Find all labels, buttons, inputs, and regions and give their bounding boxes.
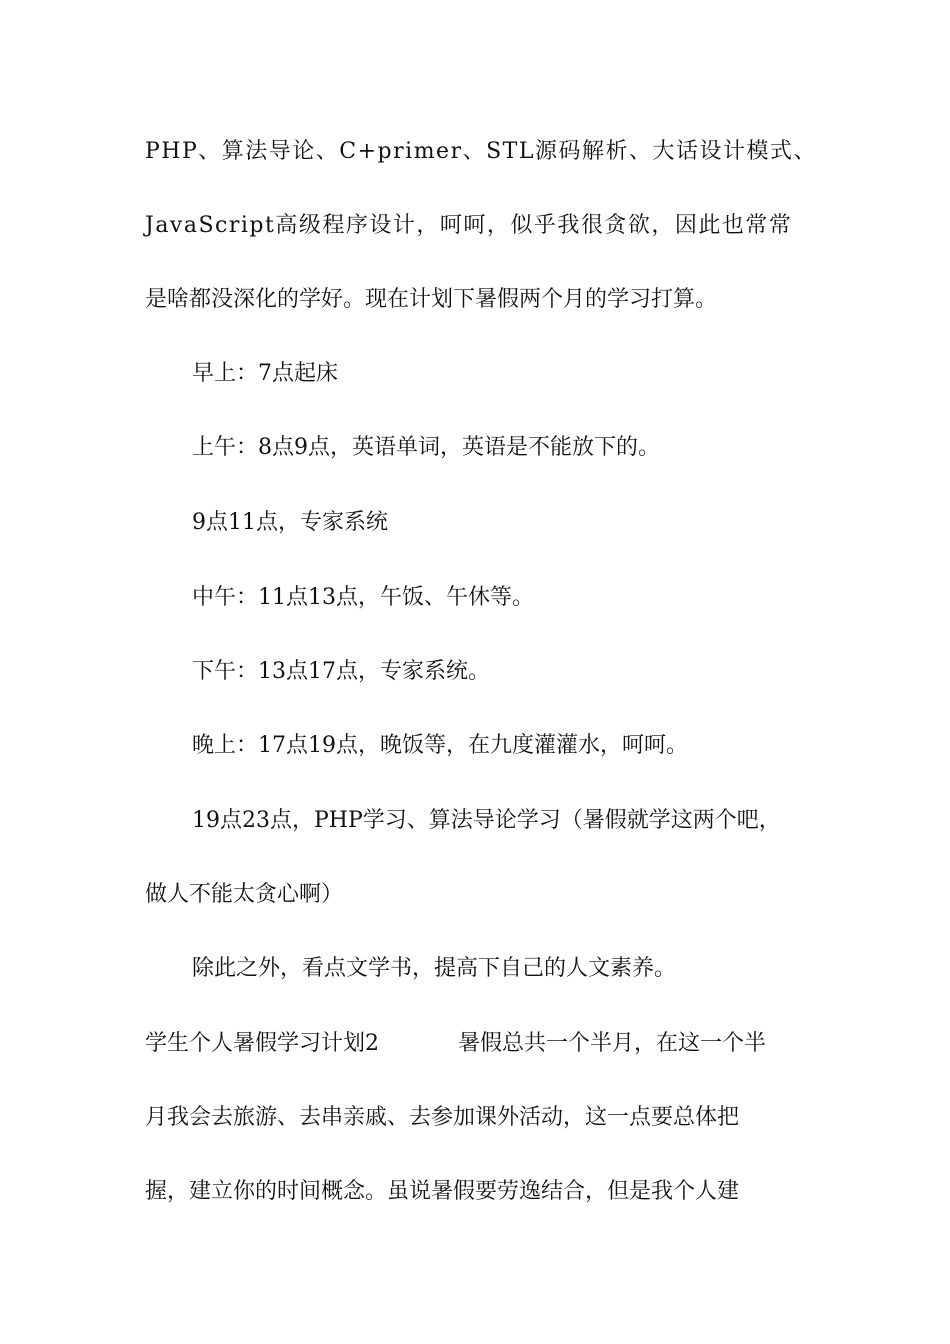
paragraph-line: JavaScript高级程序设计，呵呵，似乎我很贪欲，因此也常常: [145, 213, 793, 238]
schedule-line: 9点11点，专家系统: [192, 510, 388, 535]
paragraph-line: 做人不能太贪心啊）: [145, 882, 344, 907]
schedule-line: 早上：7点起床: [192, 361, 338, 386]
section-heading-line: [145, 1029, 766, 1059]
section-title: 学生个人暑假学习计划2: [145, 1031, 379, 1056]
paragraph-line: 月我会去旅游、去串亲戚、去参加课外活动，这一点要总体把: [145, 1105, 740, 1130]
paragraph-line: 握，建立你的时间概念。虽说暑假要劳逸结合，但是我个人建: [145, 1179, 740, 1204]
schedule-line: 19点23点，PHP学习、算法导论学习（暑假就学这两个吧，: [192, 808, 781, 833]
schedule-line: 下午：13点17点，专家系统。: [192, 659, 490, 684]
schedule-line: 中午：11点13点，午饭、午休等。: [192, 585, 534, 610]
schedule-line: 晚上：17点19点，晚饭等，在九度灌灌水，呵呵。: [192, 733, 688, 758]
paragraph-line: PHP、算法导论、C+primer、STL源码解析、大话设计模式、: [145, 139, 817, 164]
paragraph-line: 是啥都没深化的学好。现在计划下暑假两个月的学习打算。: [145, 287, 718, 312]
paragraph-text: 暑假总共一个半月，在这一个半: [458, 1031, 767, 1056]
schedule-line: 上午：8点9点，英语单词，英语是不能放下的。: [192, 435, 660, 460]
paragraph-line: 除此之外，看点文学书，提高下自己的人文素养。: [192, 956, 677, 981]
